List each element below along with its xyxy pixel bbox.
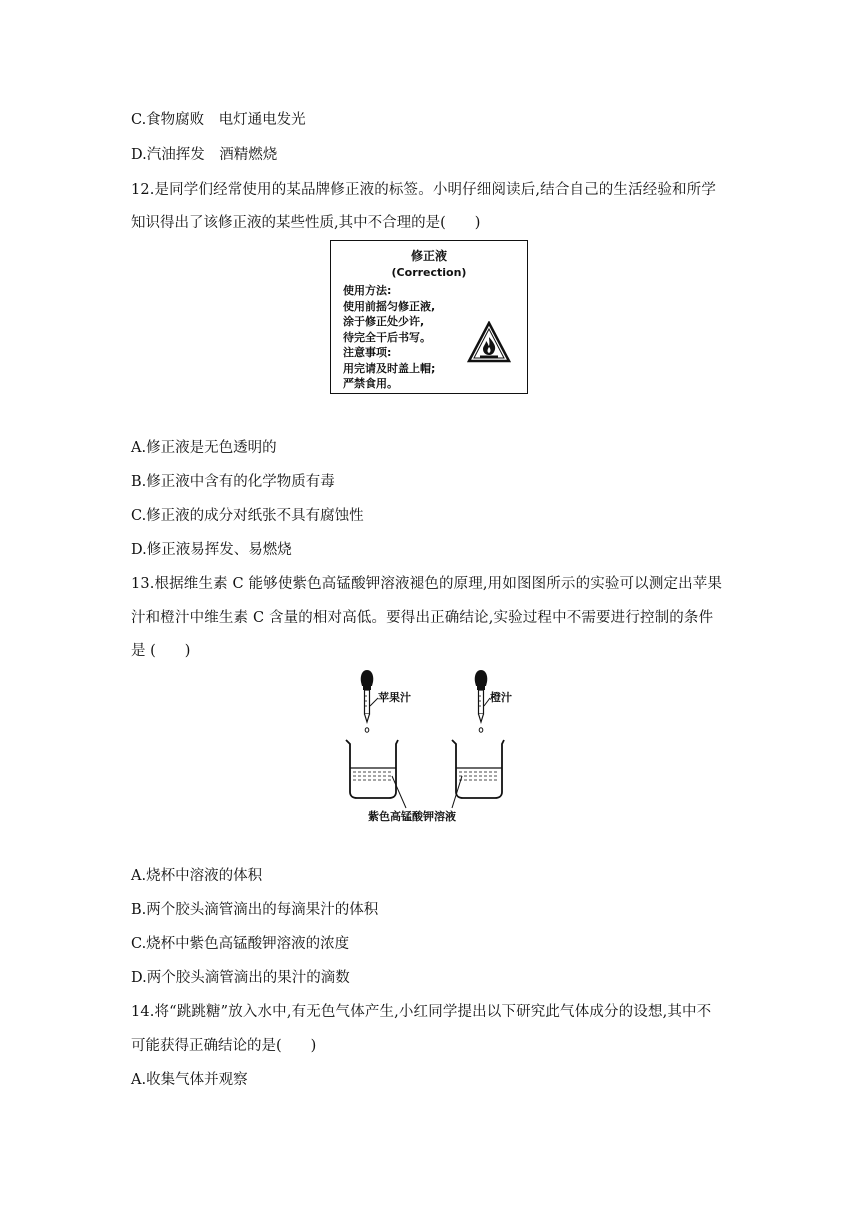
option-13b: B.两个胶头滴管滴出的每滴果汁的体积 — [131, 902, 379, 918]
option-12b: B.修正液中含有的化学物质有毒 — [131, 474, 335, 490]
right-beaker — [452, 740, 504, 808]
question-12-line-1: 12.是同学们经常使用的某品牌修正液的标签。小明仔细阅读后,结合自己的生活经验和所学 — [131, 182, 716, 198]
correction-fluid-label — [330, 240, 528, 394]
option-13c: C.烧杯中紫色高锰酸钾溶液的浓度 — [131, 936, 350, 952]
label-line: 涂于修正处少许, — [343, 315, 425, 328]
flammable-warning-icon — [467, 321, 511, 363]
question-14-line-2: 可能获得正确结论的是( ) — [131, 1038, 317, 1054]
question-14-line-1: 14.将“跳跳糖”放入水中,有无色气体产生,小红同学提出以下研究此气体成分的设想,其中不 — [131, 1004, 712, 1020]
label-subtitle: (Correction) — [391, 266, 467, 279]
option-12c: C.修正液的成分对纸张不具有腐蚀性 — [131, 508, 364, 524]
option-13d: D.两个胶头滴管滴出的果汁的滴数 — [131, 970, 350, 986]
option-14a: A.收集气体并观察 — [131, 1072, 248, 1088]
question-12-line-2: 知识得出了该修正液的某些性质,其中不合理的是( ) — [131, 215, 481, 231]
right-dropper-label: 橙汁 — [490, 691, 512, 704]
label-line: 严禁食用。 — [343, 377, 398, 390]
right-dropper — [475, 670, 490, 732]
label-title: 修正液 — [410, 249, 447, 263]
label-line: 用完请及时盖上帽; — [343, 361, 436, 375]
label-line: 待完全干后书写。 — [343, 330, 431, 344]
left-beaker — [346, 740, 406, 808]
option-13a: A.烧杯中溶液的体积 — [131, 868, 263, 884]
beaker-solution-label: 紫色高锰酸钾溶液 — [368, 810, 456, 823]
question-13-line-1: 13.根据维生素 C 能够使紫色高锰酸钾溶液褪色的原理,用如图图所示的实验可以测定出苹果 — [131, 576, 723, 592]
option-11d: D.汽油挥发 酒精燃烧 — [131, 147, 278, 163]
label-body — [343, 283, 435, 392]
label-line: 使用前摇匀修正液, — [343, 299, 436, 313]
left-dropper-label: 苹果汁 — [378, 691, 411, 704]
label-line: 注意事项: — [343, 346, 392, 359]
option-12a: A.修正液是无色透明的 — [131, 440, 277, 456]
question-13-line-2: 汁和橙汁中维生素 C 含量的相对高低。要得出正确结论,实验过程中不需要进行控制的条件 — [131, 610, 714, 626]
option-11c: C.食物腐败 电灯通电发光 — [131, 112, 306, 128]
question-13-line-3: 是 ( ) — [131, 643, 191, 659]
beaker-experiment-diagram — [340, 668, 520, 828]
option-12d: D.修正液易挥发、易燃烧 — [131, 542, 292, 558]
label-line: 使用方法: — [343, 284, 392, 297]
left-dropper — [361, 670, 378, 732]
